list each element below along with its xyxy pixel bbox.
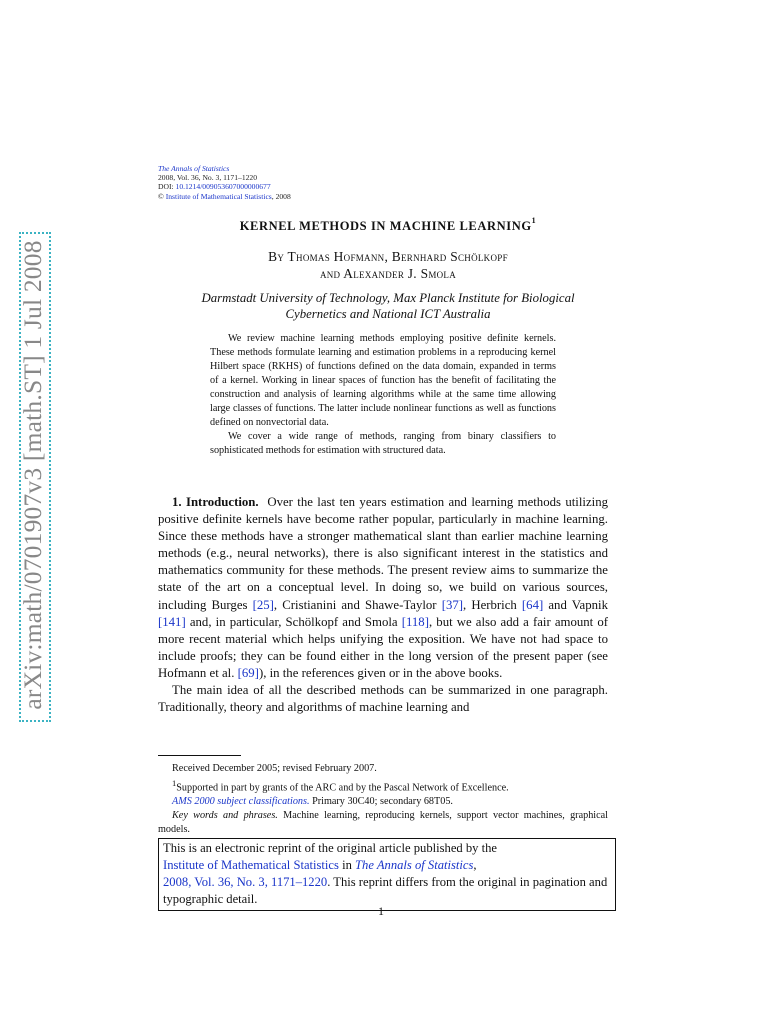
reprint-in: in [338,858,356,872]
footnote-mark: 1 [172,778,177,788]
keywords-label: Key words and phrases. [172,810,278,822]
arxiv-stamp[interactable]: arXiv:math/0701907v3 [math.ST] 1 Jul 2008 [18,240,47,710]
reprint-journal-link[interactable]: The Annals of Statistics [355,858,474,872]
keywords-text: Machine learning, reproducing kernels, support vector machines, graphical models. [158,810,608,836]
authors [158,248,618,282]
authors-line-2: and Alexander J. Smola [319,266,457,281]
ams-text: Primary 30C40; secondary 68T05. [309,796,453,808]
citation-link[interactable]: [141] [158,614,186,629]
journal-volume: 2008, Vol. 36, No. 3, 1171–1220 [158,173,258,183]
funding-text: Supported in part by grants of the ARC and by the Pascal Network of Excellence. [176,782,509,794]
intro-text: ), in the references given or in the above books. [258,665,503,680]
affiliation-line-1: Darmstadt University of Technology, Max Planck Institute for Biological [201,291,575,305]
citation-link[interactable]: [69] [237,665,259,680]
keywords [158,809,608,837]
reprint-line-1: This is an electronic reprint of the original article published by the [163,841,497,855]
citation-link[interactable]: [37] [441,597,464,612]
copyright-icon: © [158,191,164,201]
ams-link[interactable]: AMS 2000 subject classifications. [172,796,310,808]
page-number: 1 [378,904,384,918]
copyright-year: , 2008 [271,191,291,201]
funding-footnote [158,776,608,795]
intro-text: and, in particular, Schölkopf and Smola [185,614,402,629]
journal-name-link[interactable]: The Annals of Statistics [158,164,230,173]
abstract [210,332,556,458]
ims-link[interactable]: Institute of Mathematical Statistics [165,191,272,201]
authors-line-1: By Thomas Hofmann, Bernhard Schölkopf [268,249,508,264]
abstract-paragraph-1: We review machine learning methods employing positive definite kernels. These methods formulate learning and estimation problems in a reproducing kernel Hilbert space (RKHS) of functions defined on the data domain, expanded in terms of a kernel. Working in linear spaces of function has the benefit of facilitating the construction and analysis of learning algorithms while at the same time allowing large classes of functions. The latter include nonlinear functions as well as functions defined on nonvectorial data. [210,333,556,428]
ams-classification [158,795,608,809]
intro-text: and Vapnik [543,597,608,612]
intro-text: , Herbrich [463,597,522,612]
paper-title-text: KERNEL METHODS IN MACHINE LEARNING [239,219,532,234]
journal-info [158,164,291,201]
abstract-paragraph-2: We cover a wide range of methods, ranging from binary classifiers to sophisticated methods for estimation with structured data. [210,431,556,456]
doi-label: DOI: [158,182,176,192]
citation-link[interactable]: [25] [252,597,274,612]
reprint-citation-link[interactable]: 2008, Vol. 36, No. 3, 1171–1220 [163,875,328,889]
affiliation-line-2: Cybernetics and National ICT Australia [285,307,491,321]
reprint-notice [158,838,616,911]
title-footnote-mark: 1 [531,216,537,225]
footnote-rule [158,755,241,756]
intro-paragraph-1 [158,494,608,682]
intro-text: , but we also add a fair amount of more recent material which helps unifying the exposition. We have not had space to include proofs; they can be found either in the long version of the present paper (see Hofmann et al. [158,614,608,680]
reprint-rest: . This reprint differs from the original in pagination and typographic detail. [163,875,608,906]
reprint-comma: , [473,858,477,872]
body-text [158,494,608,716]
citation-link[interactable]: [64] [521,597,544,612]
intro-text: , Cristianini and Shawe-Taylor [273,597,442,612]
intro-paragraph-2: The main idea of all the described methods can be summarized in one paragraph. Traditionally, theory and algorithms of machine learning and [158,683,608,715]
footnotes [158,762,608,837]
section-heading: 1. Introduction. [172,495,259,509]
affiliation [158,290,618,322]
reprint-ims-link[interactable]: Institute of Mathematical Statistics [163,858,339,872]
received-note: Received December 2005; revised February 2007. [172,763,377,774]
citation-link[interactable]: [118] [401,614,429,629]
intro-text: Over the last ten years estimation and learning methods utilizing positive definite kernels have become rather popular, particularly in machine learning. Since these methods have a stronger mathematical slant than earlier machine learning methods (e.g., neural networks), there is also significant interest in the statistics and mathematics community for these methods. The present review aims to summarize the state of the art on a conceptual level. In doing so, we build on various sources, including Burges [158,495,608,612]
paper-title [158,218,618,234]
doi-link[interactable]: 10.1214/009053607000000677 [175,182,271,192]
